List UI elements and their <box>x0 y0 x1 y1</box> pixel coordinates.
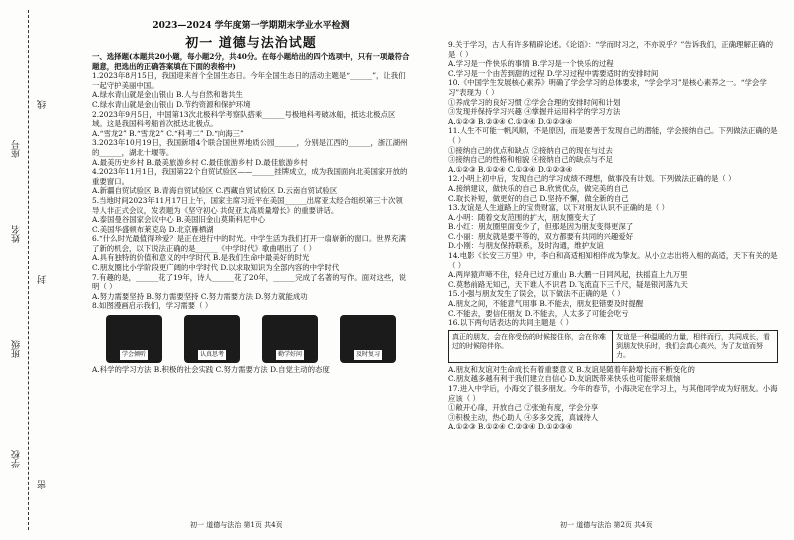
option-line: ③积极主动，热心助人 ④多多交流，真诚待人 <box>448 412 599 422</box>
option-line: A.①②③ B.①②④ C.①③④ D.①②③④ <box>448 164 573 174</box>
option-line: A.学习是一件快乐的事情 B.学习是一个快乐的过程 <box>448 59 614 69</box>
question-text: 2.2023年9月5日，中国第13次北极科学考察队搭乘______号极地科考破冰船，抵达北极点区域。这是我国科考船首次抵达北极点。 <box>92 109 396 129</box>
option-line: A.“雪龙2” B.“雪龙2” C.“科考二” D.“向海三” <box>92 128 244 138</box>
comic-image <box>340 315 396 363</box>
name-label: 姓名 <box>12 225 22 243</box>
option-line: ①养成学习的良好习惯 ②学会合理的安排时间和计划 <box>448 97 621 107</box>
option-line: C.绿水青山就是金山银山 D.节约资源和保护环境 <box>92 99 251 109</box>
fold-mark-1: 密 <box>38 480 48 489</box>
option-line: ①接纳自己的优点和缺点 ②接纳自己的现在与过去 <box>448 145 613 155</box>
comic-caption: 学会倾听 <box>121 351 146 359</box>
option-line: A.具有独特的价值和意义的中学时代 B.是我们生命中最美好的时光 <box>92 253 310 263</box>
binding-margin <box>8 10 52 530</box>
question-text: 12.小明上初中后，发现自己的学习成绩不理想，做事没有计划。下列做法正确的是（ ） <box>448 174 736 184</box>
question-text: 6.“什么时光最值得珍爱？是正在进行中的时光。中学生活为我们打开一扇崭新的窗口。世界充满了新的机会，以下说法正确的是______《中学时代》歌曲唱出了（ ） <box>92 234 406 253</box>
question-text: 4.2023年11月1日，我国第22个自贸试验区——______挂牌成立，成为我国面向北美国家开放的重要窗口。 <box>92 167 408 186</box>
option-line: C.不能去，要信任朋友 D.不能去，人太多了可能会吃亏 <box>448 308 629 318</box>
fold-line <box>28 10 29 530</box>
option-line: A.朋友之间，不能意气用事 B.不能去，朋友犯错要及时提醒 <box>448 299 644 309</box>
question-text: 5.当地时间2023年11月17日上午，国家主席习近平在美国______出席亚太经合组织第三十次领导人非正式会议，发表题为《坚守初心 共促亚太高质量增长》的重要讲话。 <box>92 195 403 215</box>
option-line: C.小丽：朋友就是要平等的，双方都要有共同的兴趣爱好 <box>448 231 634 241</box>
option-line: A.①②③ B.①②④ C.②③④ D.①②③④ <box>448 422 573 432</box>
option-line: C.朋友圈比小学阶段更广阔的中学时代 D.以求取知识为全部内容的中学时代 <box>92 263 340 273</box>
question-text: 14.电影《长安三万里》中，李白和高适相知相伴成为挚友。从小立志出将入相的高适，天下有关的是（ ） <box>448 251 778 270</box>
option-line: ①敞开心扉，开放自己 ②张弛有度，学会分享 <box>448 403 599 413</box>
option-line: C.朋友越多越有利于我们建立自信心 D.友谊既带来快乐也可能带来烦恼 <box>448 374 681 384</box>
question-text: 1.2023年8月15日，我国迎来首个全国生态日。今年全国生态日的活动主题是“______”，让我们一起守护美丽中国。 <box>92 71 406 90</box>
class-label: 班级 <box>12 340 22 358</box>
fold-mark-2: 封 <box>38 275 48 284</box>
option-line: C.取长补短，做更好的自己 D.坚持不懈，做全新的自己 <box>448 193 629 203</box>
option-line: C.莫愁前路无知己，天下谁人不识君 D.飞流直下三千尺，疑是银河落九天 <box>448 279 688 289</box>
comic-image <box>184 315 240 363</box>
option-line: A.努力需要坚持 B.努力需要坚持 C.努力需要方法 D.努力就能成功 <box>92 291 308 301</box>
comic-image <box>106 315 162 363</box>
question-text: 7.有趣的是，______花了19年，诗人______花了20年，______完成了名著的写作。面对这些，说明（ ） <box>92 272 407 292</box>
fold-mark-3: 线 <box>38 100 48 109</box>
seat-label: 座号 <box>12 140 22 158</box>
option-line: A.朋友和友谊对生命成长有着重要意义 B.友谊是随着年龄增长而不断变化的 <box>448 364 695 374</box>
option-line: C.学习是一个由苦到甜的过程 D.学习过程中需要适时的安排时间 <box>448 68 659 78</box>
page-footer-right: 初一 道德与法治 第2页 共4页 <box>560 521 653 529</box>
page-footer-left: 初一 道德与法治 第1页 共4页 <box>190 521 283 529</box>
option-line: A.最美历史乡村 B.最美旅游乡村 C.最佳旅游乡村 D.最佳旅游乡村 <box>92 157 308 167</box>
option-line: A.绿水青山就是金山银山 B.人与自然和谐共生 <box>92 90 243 100</box>
question-text: 16.以下两句话表达的共同主题是（ ） <box>448 318 573 328</box>
comic-caption: 认真思考 <box>199 351 224 359</box>
question-text: 11.人生不可能一帆风顺，不是原因，而是要善于发现自己的潜能，学会接纳自己。下列做法正确的是（ ） <box>448 126 778 145</box>
comic-caption: 及时复习 <box>355 351 380 359</box>
question-text: 17.进入中学后，小海交了很多朋友。今年的春节，小海决定在学习上，与其他同学成为好朋友。小海应该（ ） <box>448 384 778 403</box>
option-line: B.小红：朋友圈里面变少了，但那是因为朋友变得更深了 <box>448 222 634 232</box>
quote-left: 真正的朋友，会在你受伤的时候接住你，会在你难过的时候陪伴你。 <box>449 331 613 362</box>
school-label: 学校 <box>12 450 22 468</box>
option-line: ③发现并保持学习兴趣 ④掌握并运用科学的学习方法 <box>448 107 621 117</box>
option-line: D.小刚：与朋友保持联系，及时沟通，维护友谊 <box>448 241 604 251</box>
left-column <box>92 52 410 375</box>
subject-title: 初一 道德与法治试题 <box>185 36 317 51</box>
option-line: A.接纳建议，做快乐的自己 B.欣赏优点，做完美的自己 <box>448 183 629 193</box>
option-line: A.两岸猿声啼不住，轻舟已过万重山 B.大鹏一日同风起，扶摇直上九万里 <box>448 270 688 280</box>
option-line: A.小明：随着交友范围的扩大，朋友圈变大了 <box>448 212 597 222</box>
option-line: A.泰国曼谷国家会议中心 B.美国旧金山莫斯科尼中心 <box>92 215 266 225</box>
comic-panels <box>106 315 410 363</box>
right-column <box>448 40 778 432</box>
question-text: 13.友谊是人生道路上的宝贵财富，以下对朋友认识不正确的是（ ） <box>448 203 670 213</box>
option-line: C.美国华盛顿布莱克岛 D.北京雁栖湖 <box>92 224 214 234</box>
section-instructions: 一、选择题(本题共20小题，每小题2分，共40分。在每小题给出的四个选项中，只有一项最符合题意，把选出的正确答案填在下面的表格中) <box>92 52 410 71</box>
option-line: A.新疆自贸试验区 B.青海自贸试验区 C.西藏自贸试验区 D.云南自贸试验区 <box>92 186 338 196</box>
comic-image <box>262 315 318 363</box>
question-text: 8.如图漫画启示我们，学习需要（ ） <box>92 301 213 311</box>
option-line: ③接纳自己的性格和相貌 ④接纳自己的缺点与不足 <box>448 155 613 165</box>
question-text: 15.小强与朋友发生了误会，以下做法不正确的是（ ） <box>448 289 625 299</box>
year-title: 2023—2024 学年度第一学期期末学业水平检测 <box>152 21 350 31</box>
option-line: A.①②③ B.②③④ C.①③④ D.①②③④ <box>448 116 573 126</box>
quote-right: 友谊是一种温暖的力量，相伴而行，共同成长，看到朋友快乐时，我们会真心高兴，为了友谊而努力。 <box>616 332 770 359</box>
option-line: A.科学的学习方法 B.积极的社会实践 C.努力需要方法 D.自觉主动的态度 <box>92 365 330 375</box>
question-text: 10.《中国学生发展核心素养》明确了学会学习的总体要求，“学会学习”是核心素养之一。“学会学习”表现为（ ） <box>448 78 767 97</box>
quote-box <box>448 330 778 363</box>
question-text: 9.关于学习，古人有许多精辟论述。《论语》：“学而时习之，不亦说乎？”告诉我们，正确理解正确的是（ ） <box>448 40 774 59</box>
comic-caption: 勤学好问 <box>277 351 302 359</box>
question-text: 3.2023年10月19日，我国新增4个联合国世界地质公园______，分别是江西的______，浙江湖州的______，湖北十堰等。 <box>92 138 408 157</box>
